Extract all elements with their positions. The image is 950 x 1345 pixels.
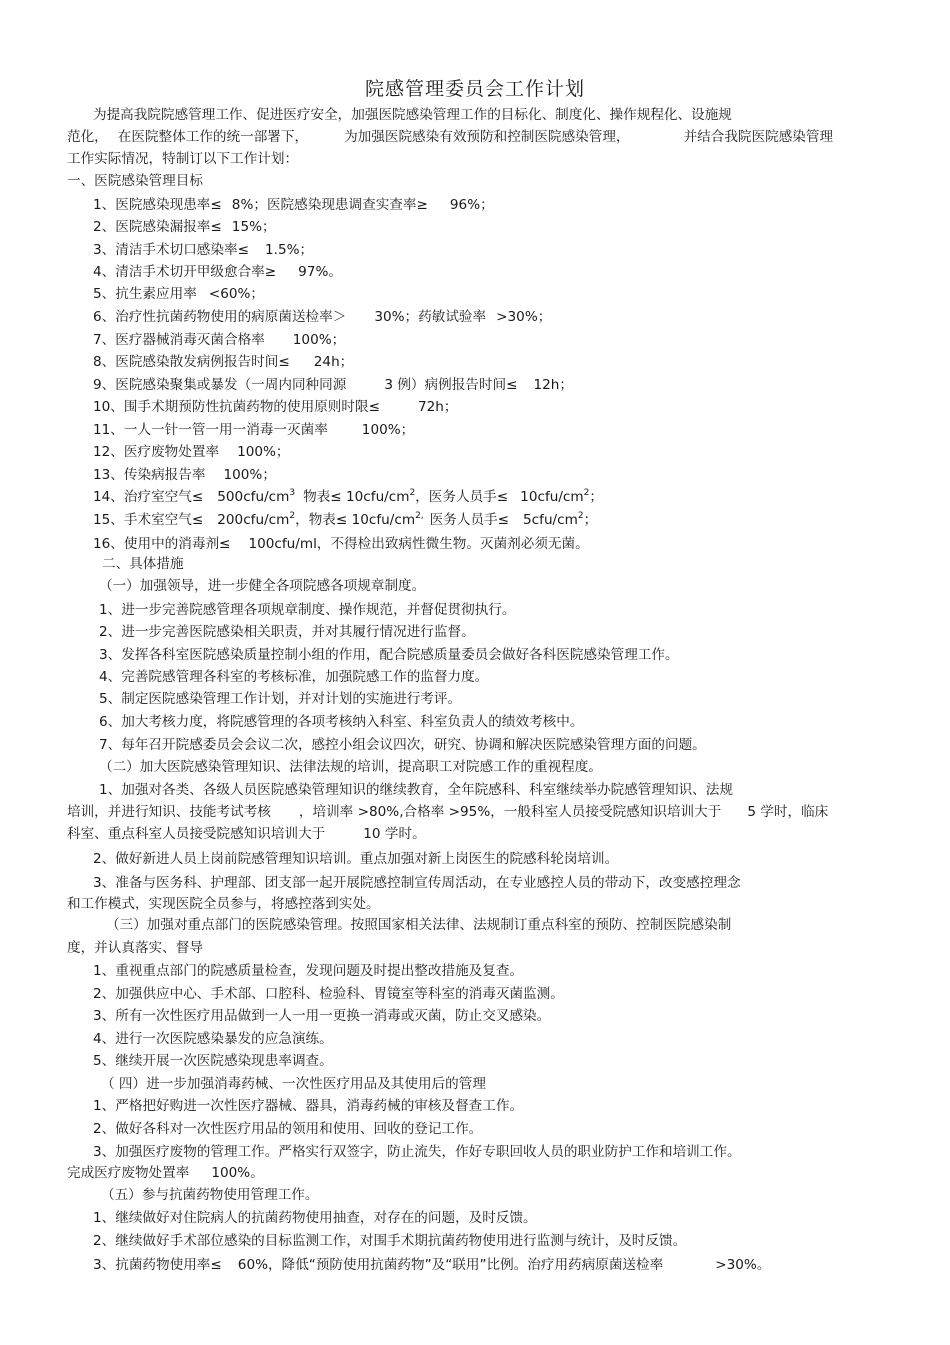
intro-line-2-part-a: 范化， xyxy=(67,129,108,145)
target-item-13-part-b: 100%； xyxy=(223,467,276,483)
subsection-4-heading: （ 四）进一步加强消毒药械、一次性医疗用品及其使用后的管理 xyxy=(101,1076,486,1092)
target-item-5-part-b: <60%； xyxy=(208,286,265,302)
target-item-14-part-b: 500cfu/cm xyxy=(217,489,290,505)
measure-1-item-1: 1、进一步完善院感管理各项规章制度、操作规范，并督促贯彻执行。 xyxy=(99,602,516,618)
target-item-14-part-f: ； xyxy=(589,489,603,505)
measure-1-item-2: 2、进一步完善医院感染相关职责，并对其履行情况进行监督。 xyxy=(99,624,475,640)
measure-5-item-3-part-b: 60%，降低“预防使用抗菌药物”及“联用”比例。治疗用药病原菌送检率 xyxy=(237,1257,664,1273)
measure-3-item-3: 3、所有一次性医疗用品做到一人一用一更换一消毒或灭菌，防止交叉感染。 xyxy=(93,1008,551,1024)
target-item-16-part-a: 16、使用中的消毒剂≤ xyxy=(93,536,231,552)
measure-1-item-4: 4、完善院感管理各科室的考核标准，加强院感工作的监督力度。 xyxy=(99,669,489,685)
target-item-12-part-a: 12、医疗废物处置率 xyxy=(93,444,220,460)
subsection-3-heading-line-2: 度，并认真落实、督导 xyxy=(67,940,203,956)
measure-3-item-4: 4、进行一次医院感染暴发的应急演练。 xyxy=(93,1031,333,1047)
measure-5-item-1: 1、继续做好对住院病人的抗菌药物使用抽查，对存在的问题，及时反馈。 xyxy=(93,1210,537,1226)
target-item-15-sup-1: 2 xyxy=(289,511,296,521)
target-item-4 xyxy=(93,263,342,281)
target-item-15-sup-3: 2 xyxy=(577,511,584,521)
target-item-9-part-c: 12h； xyxy=(533,377,573,393)
section-2-heading: 二、具体措施 xyxy=(102,556,184,572)
target-item-8 xyxy=(93,353,353,371)
intro-line-2-part-c: 为加强医院感染有效预防和控制医院感染管理， xyxy=(344,129,630,145)
target-item-13-part-a: 13、传染病报告率 xyxy=(93,467,206,483)
target-item-14-part-d: ，医务人员手≤ xyxy=(415,489,509,505)
target-item-6-part-b: 30%；药敏试验率 xyxy=(374,309,487,325)
measure-3-item-1: 1、重视重点部门的院感质量检查，发现问题及时提出整改措施及复查。 xyxy=(93,963,524,979)
target-item-16-part-b: 100cfu/ml，不得检出致病性微生物。灭菌剂必须无菌。 xyxy=(248,536,589,552)
target-item-14-part-c: 物表≤ 10cfu/cm xyxy=(303,489,410,505)
target-item-7 xyxy=(93,331,345,349)
target-item-1 xyxy=(93,196,494,214)
measure-5-item-3 xyxy=(93,1256,770,1274)
target-item-10-part-a: 10、围手术期预防性抗菌药物的使用原则时限≤ xyxy=(93,399,380,415)
target-item-2-part-b: 15%； xyxy=(231,219,276,235)
target-item-8-part-a: 8、医院感染散发病例报告时间≤ xyxy=(93,354,290,370)
subsection-3-heading-line-1: （三）加强对重点部门的医院感染管理。按照国家相关法律、法规制订重点科室的预防、控制医院感染制 xyxy=(106,917,732,933)
measure-2-item-2: 2、做好新进人员上岗前院感管理知识培训。重点加强对新上岗医生的院感科轮岗培训。 xyxy=(93,851,619,867)
target-item-7-part-a: 7、医疗器械消毒灭菌合格率 xyxy=(93,332,265,348)
target-item-15-sup-2: 2, xyxy=(415,511,424,521)
measure-4-item-2: 2、做好各科对一次性医疗用品的领用和使用、回收的登记工作。 xyxy=(93,1121,483,1137)
target-item-9-part-a: 9、医院感染聚集或暴发（一周内同种同源 xyxy=(93,377,347,393)
target-item-1-part-c: 96%； xyxy=(449,197,494,213)
target-item-15-part-d: 医务人员手≤ xyxy=(429,512,510,528)
target-item-1-part-b: 8%；医院感染现患调查实查率≥ xyxy=(231,197,428,213)
target-item-14-part-a: 14、治疗室空气≤ xyxy=(93,489,204,505)
target-item-5-part-a: 5、抗生素应用率 xyxy=(93,286,197,302)
target-item-10-part-b: 72h； xyxy=(417,399,458,415)
target-item-11-part-b: 100%； xyxy=(361,422,415,438)
target-item-1-part-a: 1、医院感染现患率≤ xyxy=(93,197,222,213)
intro-line-2-part-d: 并结合我院医院感染管理 xyxy=(683,129,834,145)
target-item-2-part-a: 2、医院感染漏报率≤ xyxy=(93,219,222,235)
target-item-15-part-e: 5cfu/cm xyxy=(523,512,578,528)
measure-4-item-3-line-2 xyxy=(67,1164,264,1182)
target-item-13 xyxy=(93,466,276,484)
target-item-15-part-a: 15、手术室空气≤ xyxy=(93,512,204,528)
measure-3-item-2: 2、加强供应中心、手术部、口腔科、检验科、胃镜室等科室的消毒灭菌监测。 xyxy=(93,986,564,1002)
target-item-15-part-b: 200cfu/cm xyxy=(217,512,290,528)
target-item-11-part-a: 11、一人一针一管一用一消毒一灭菌率 xyxy=(93,422,328,438)
target-item-6-part-a: 6、治疗性抗菌药物使用的病原菌送检率＞ xyxy=(93,309,347,325)
target-item-2 xyxy=(93,218,276,236)
measure-5-item-3-part-a: 3、抗菌药物使用率≤ xyxy=(93,1257,222,1273)
intro-line-3: 工作实际情况，特制订以下工作计划： xyxy=(67,151,299,167)
target-item-15-part-f: ； xyxy=(583,512,598,528)
target-item-8-part-b: 24h； xyxy=(313,354,354,370)
target-item-10 xyxy=(93,398,457,416)
target-item-3 xyxy=(93,241,313,259)
target-item-4-part-b: 97%。 xyxy=(298,264,342,280)
subsection-1-heading: （一）加强领导，进一步健全各项院感各项规章制度。 xyxy=(99,578,426,594)
measure-4-item-3-line-2-part-a: 完成医疗废物处置率 xyxy=(67,1165,190,1181)
target-item-16 xyxy=(93,535,589,553)
target-item-4-part-a: 4、清洁手术切开甲级愈合率≥ xyxy=(93,264,277,280)
target-item-15-part-c: ，物表≤ 10cfu/cm xyxy=(295,512,416,528)
measure-2-item-1-line-2 xyxy=(67,803,828,821)
measure-2-item-1-line-2-part-c: 5 学时，临床 xyxy=(747,804,829,820)
target-item-14-sup-2: 2 xyxy=(409,488,416,498)
measure-2-item-1-line-2-part-a: 培训，并进行知识、技能考试考核 xyxy=(67,804,271,820)
measure-2-item-1-line-3 xyxy=(67,825,426,843)
target-item-9 xyxy=(93,376,573,394)
measure-2-item-1-line-1: 1、加强对各类、各级人员医院感染管理知识的继续教育，全年院感科、科室继续举办院感管理知识、法规 xyxy=(99,782,733,798)
target-item-12-part-b: 100%； xyxy=(237,444,290,460)
measure-1-item-7: 7、每年召开院感委员会会议二次，感控小组会议四次，研究、协调和解决医院感染管理方面的问题。 xyxy=(99,737,706,753)
target-item-14-sup-1: 3 xyxy=(289,488,296,498)
target-item-11 xyxy=(93,421,414,439)
intro-line-2 xyxy=(67,128,833,146)
target-item-14-sup-3: 2 xyxy=(583,488,590,498)
document-title: 院感管理委员会工作计划 xyxy=(364,78,585,100)
measure-5-item-3-part-c: >30%。 xyxy=(715,1257,771,1273)
measure-2-item-1-line-3-part-b: 10 学时。 xyxy=(363,826,426,842)
target-item-14-part-e: 10cfu/cm xyxy=(520,489,584,505)
measure-2-item-1-line-3-part-a: 科室、重点科室人员接受院感知识培训大于 xyxy=(67,826,326,842)
measure-1-item-3: 3、发挥各科室医院感染质量控制小组的作用，配合院感质量委员会做好各科医院感染管理工作。 xyxy=(99,647,679,663)
measure-3-item-5: 5、继续开展一次医院感染现患率调查。 xyxy=(93,1053,333,1069)
target-item-3-part-a: 3、清洁手术切口感染率≤ xyxy=(93,242,249,258)
measure-5-item-2: 2、继续做好手术部位感染的目标监测工作，对围手术期抗菌药物使用进行监测与统计，及时反馈。 xyxy=(93,1233,687,1249)
measure-4-item-3-line-1: 3、加强医疗废物的管理工作。严格实行双签字，防止流失，作好专职回收人员的职业防护工作和培训工作。 xyxy=(93,1144,741,1160)
intro-line-2-part-b: 在医院整体工作的统一部署下， xyxy=(117,129,309,145)
target-item-3-part-b: 1.5%； xyxy=(264,242,314,258)
target-item-6-part-c: >30%； xyxy=(496,309,552,325)
measure-4-item-3-line-2-part-b: 100%。 xyxy=(211,1165,264,1181)
measure-4-item-1: 1、严格把好购进一次性医疗器械、器具，消毒药械的审核及督查工作。 xyxy=(93,1098,524,1114)
target-item-15 xyxy=(93,511,597,529)
target-item-7-part-b: 100%； xyxy=(292,332,346,348)
measure-1-item-6: 6、加大考核力度，将院感管理的各项考核纳入科室、科室负责人的绩效考核中。 xyxy=(99,714,584,730)
subsection-2-heading: （二）加大医院感染管理知识、法律法规的培训，提高职工对院感工作的重视程度。 xyxy=(99,759,602,775)
target-item-6 xyxy=(93,308,551,326)
measure-2-item-3-line-1: 3、准备与医务科、护理部、团支部一起开展院感控制宣传周活动，在专业感控人员的带动下，改变感控理念 xyxy=(93,875,741,891)
target-item-5 xyxy=(93,285,264,303)
target-item-14 xyxy=(93,488,603,506)
measure-2-item-3-line-2: 和工作模式，实现医院全员参与，将感控落到实处。 xyxy=(67,896,380,912)
subsection-5-heading: （五）参与抗菌药物使用管理工作。 xyxy=(101,1187,319,1203)
section-1-heading: 一、医院感染管理目标 xyxy=(67,173,203,189)
target-item-9-part-b: 3 例）病例报告时间≤ xyxy=(384,377,518,393)
measure-2-item-1-line-2-part-b: ，培训率 >80%,合格率 >95%，一般科室人员接受院感知识培训大于 xyxy=(298,804,722,820)
target-item-12 xyxy=(93,443,290,461)
intro-line-1: 为提高我院院感管理工作、促进医疗安全，加强医院感染管理工作的目标化、制度化、操作规程化、设施规 xyxy=(93,107,732,123)
measure-1-item-5: 5、制定医院感染管理工作计划，并对计划的实施进行考评。 xyxy=(99,691,462,707)
